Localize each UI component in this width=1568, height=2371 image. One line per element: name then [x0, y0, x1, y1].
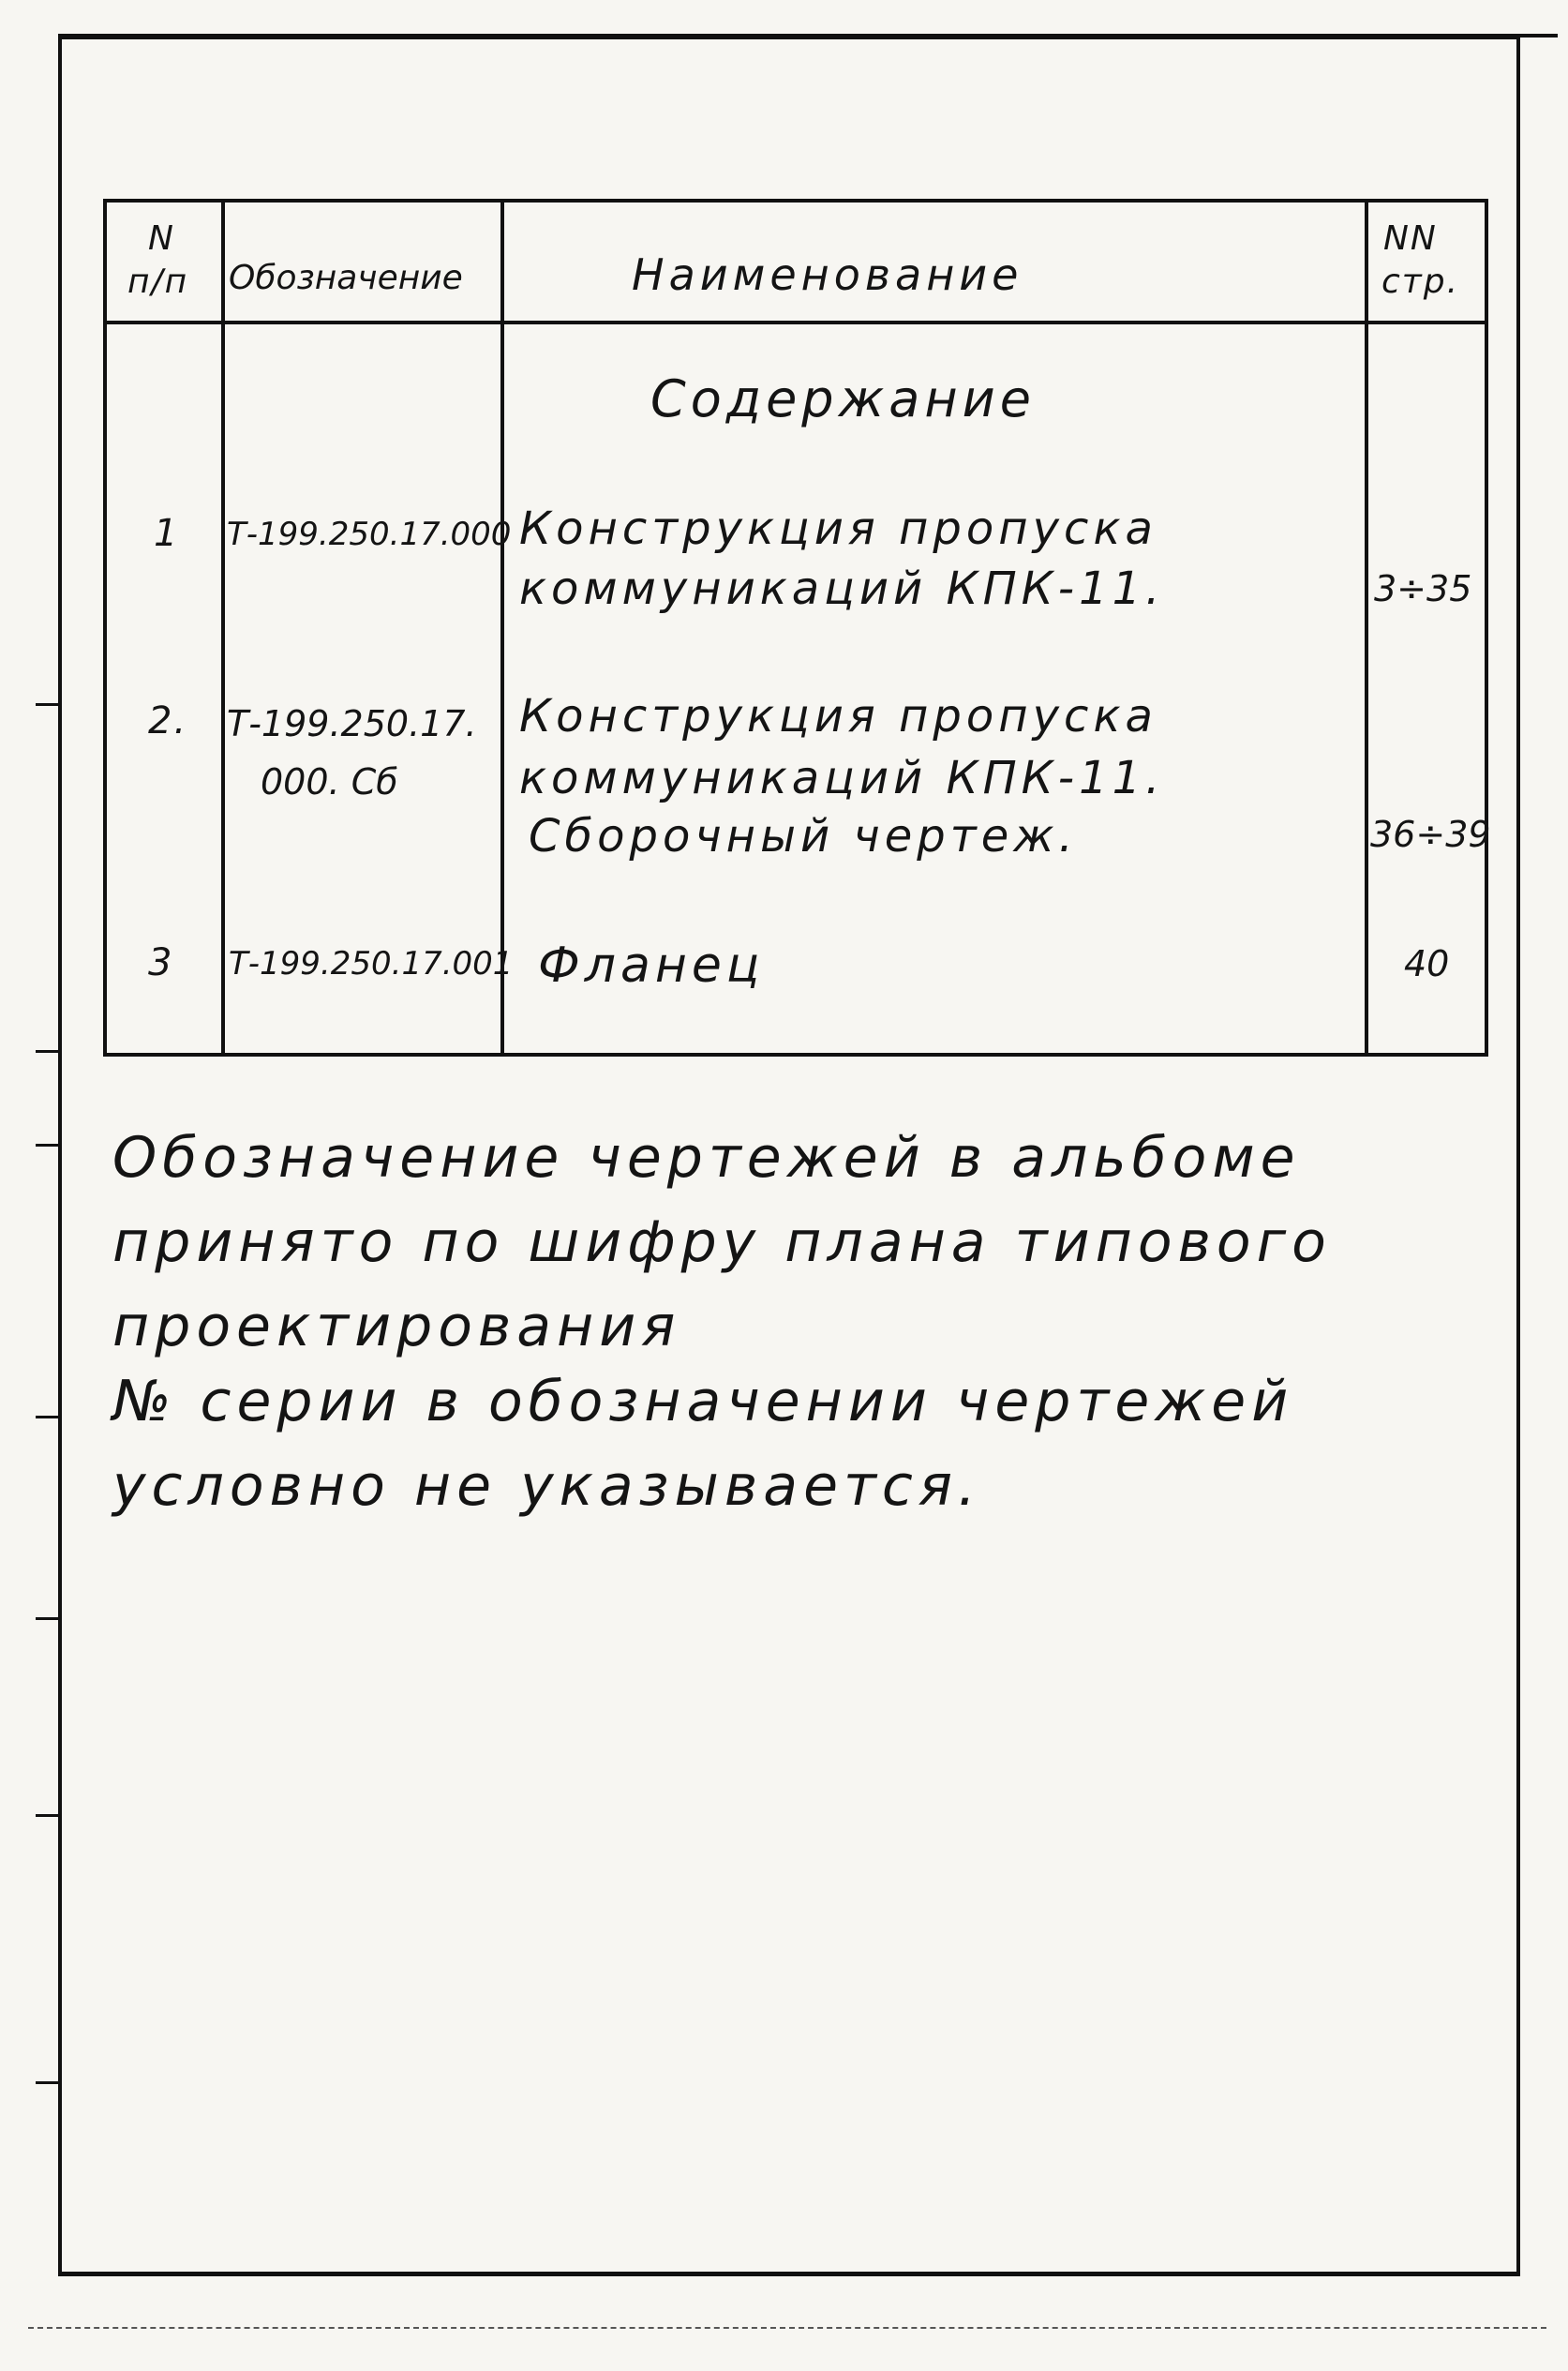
row-pages: 3÷35: [1374, 568, 1472, 609]
row-num: 3: [148, 941, 174, 984]
margin-tick: [36, 1050, 62, 1053]
row-designation: Т-199.250.17.000: [227, 516, 512, 553]
row-name-line: Фланец: [538, 938, 765, 994]
row-name-line: Сборочный чертеж.: [529, 810, 1078, 863]
bottom-dash-line: [28, 2327, 1546, 2329]
row-designation: Т-199.250.17.001: [229, 945, 514, 983]
header-name: Наименование: [632, 249, 1023, 300]
row-designation: 000. Сб: [261, 761, 398, 803]
column-divider: [500, 203, 504, 1053]
row-name-line: коммуникаций КПК-11.: [519, 752, 1165, 804]
row-name-line: коммуникаций КПК-11.: [519, 563, 1165, 615]
note-line: Обозначение чертежей в альбоме: [112, 1125, 1301, 1191]
margin-tick: [36, 2081, 62, 2084]
column-divider: [221, 203, 225, 1053]
row-num: 1: [154, 512, 180, 555]
note-line: условно не указывается.: [112, 1453, 982, 1519]
row-pages: 36÷39: [1370, 814, 1491, 855]
row-pages: 40: [1404, 943, 1450, 984]
header-num-pp: п/п: [127, 263, 189, 301]
note-line: проектирования: [112, 1294, 681, 1359]
header-pages-str: стр.: [1381, 263, 1460, 301]
header-num-n: N: [148, 219, 175, 258]
margin-tick: [36, 703, 62, 706]
header-pages-nn: NN: [1383, 219, 1438, 258]
row-name-line: Конструкция пропуска: [519, 503, 1157, 555]
margin-tick: [36, 1416, 62, 1418]
section-title: Содержание: [650, 369, 1036, 428]
margin-tick: [36, 1617, 62, 1620]
row-num: 2.: [148, 699, 188, 743]
margin-tick: [36, 1814, 62, 1817]
row-name-line: Конструкция пропуска: [519, 690, 1157, 743]
header-divider: [107, 321, 1485, 324]
note-line: № серии в обозначении чертежей: [112, 1369, 1294, 1434]
margin-tick: [36, 1144, 62, 1147]
contents-table: [103, 199, 1491, 1057]
row-designation: Т-199.250.17.: [227, 703, 477, 744]
header-designation: Обозначение: [229, 259, 463, 297]
column-divider: [1365, 203, 1368, 1053]
note-line: принято по шифру плана типового: [112, 1209, 1332, 1275]
